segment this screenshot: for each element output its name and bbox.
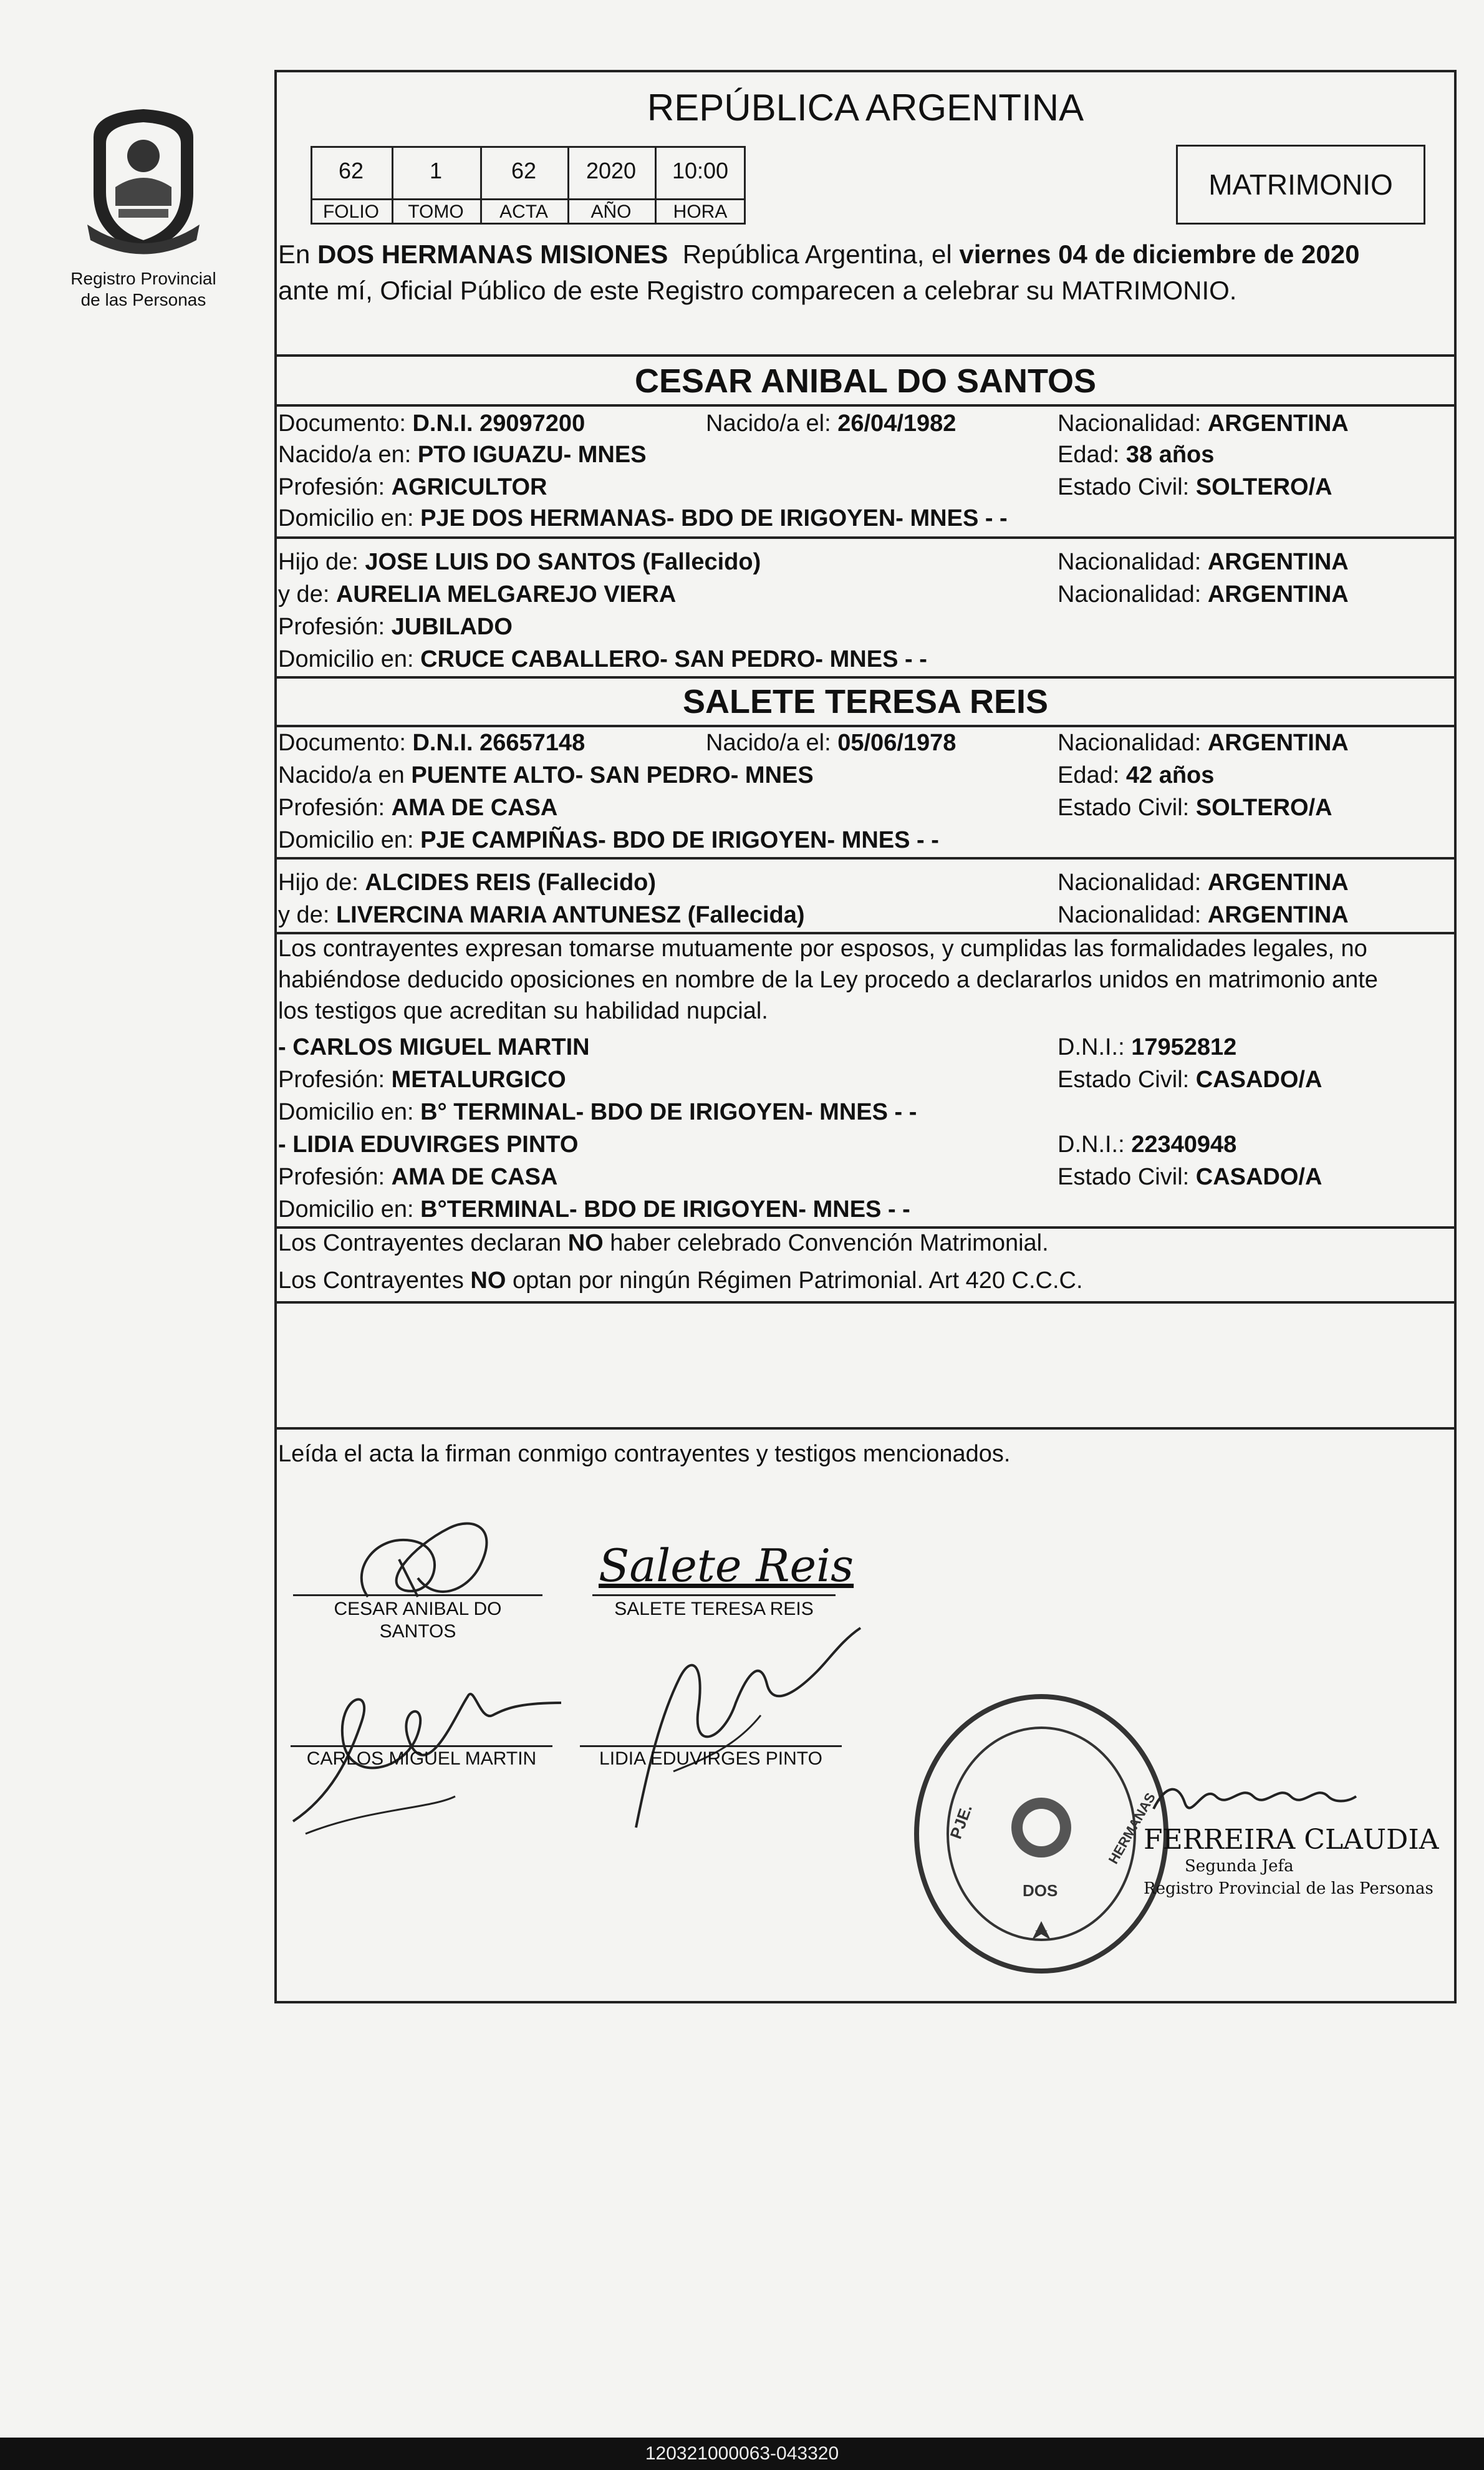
value: ARGENTINA	[1207, 581, 1349, 608]
spouse1-name: CESAR ANIBAL DO SANTOS	[634, 362, 1097, 400]
official-role: Segunda Jefa	[1185, 1857, 1294, 1876]
spouse1-father	[278, 548, 761, 576]
label: Estado Civil:	[1058, 474, 1196, 500]
spouse1-age	[1058, 440, 1214, 469]
label: Nacido/a el:	[706, 730, 838, 756]
value: ARGENTINA	[1207, 549, 1349, 575]
spouse2-doc	[278, 729, 585, 757]
value: - LIDIA EDUVIRGES PINTO	[278, 1131, 579, 1158]
spouse1-dom	[278, 504, 1008, 533]
registry-cell-acta-label: ACTA	[499, 201, 548, 222]
value: LIVERCINA MARIA ANTUNESZ (Fallecida)	[335, 902, 805, 928]
value: PJE CAMPIÑAS- BDO DE IRIGOYEN- MNES - -	[420, 827, 939, 853]
spouse1-father-nat	[1058, 548, 1349, 576]
registry-cell-separator	[480, 146, 482, 225]
value: AURELIA MELGAREJO VIERA	[335, 581, 677, 608]
spouse1-parents-dom	[278, 645, 927, 674]
registry-cell-separator	[392, 146, 393, 225]
registry-cell-tomo-value: 1	[429, 158, 443, 183]
intro-mid: República Argentina, el	[668, 240, 960, 269]
witness1-dni	[1058, 1033, 1236, 1062]
value: JUBILADO	[391, 614, 513, 640]
label: Domicilio en:	[278, 1099, 421, 1125]
label: Hijo de:	[278, 869, 365, 896]
registry-cell-año-value: 2020	[585, 158, 637, 183]
regime-line-2	[278, 1266, 1083, 1295]
official-office: Registro Provincial de las Personas	[1144, 1879, 1433, 1898]
witness2-dom	[278, 1195, 910, 1224]
text: Los Contrayentes	[278, 1267, 471, 1294]
label: Domicilio en:	[278, 827, 421, 853]
registry-cells-divider	[311, 198, 746, 200]
spouse1-place	[278, 440, 647, 469]
signature-line	[592, 1594, 836, 1596]
label: Profesión:	[278, 795, 392, 821]
label: Profesión:	[278, 474, 392, 500]
spouse1-born	[706, 409, 956, 438]
label: Estado Civil:	[1058, 795, 1196, 821]
value: CASADO/A	[1195, 1164, 1323, 1190]
emphasis: NO	[567, 1230, 604, 1256]
registry-cell-separator	[655, 146, 657, 225]
spouse1-mother	[278, 580, 676, 609]
signature-official	[1147, 1771, 1359, 1828]
closing-text: Leída el acta la firman conmigo contrayentes y testigos mencionados.	[278, 1441, 1011, 1467]
spouse2-father	[278, 868, 656, 897]
intro-place: DOS HERMANAS MISIONES	[317, 240, 668, 269]
spouse2-father-nat	[1058, 868, 1349, 897]
label: Hijo de:	[278, 549, 365, 575]
value: ARGENTINA	[1207, 730, 1349, 756]
value: ARGENTINA	[1207, 902, 1349, 928]
text: Los Contrayentes declaran	[278, 1230, 568, 1256]
value: 05/06/1978	[837, 730, 956, 756]
svg-text:DOS: DOS	[1023, 1881, 1058, 1900]
value: AMA DE CASA	[391, 795, 558, 821]
value: 26/04/1982	[837, 410, 956, 437]
registry-cell-acta-value: 62	[511, 158, 537, 183]
registry-cell-hora-label: HORA	[673, 201, 728, 222]
spouse2-born	[706, 729, 956, 757]
spouse2-place	[278, 761, 814, 790]
registry-cell-separator	[567, 146, 569, 225]
divider	[274, 725, 1457, 727]
label: D.N.I.:	[1058, 1131, 1132, 1158]
value: - CARLOS MIGUEL MARTIN	[278, 1034, 590, 1060]
footer-code: 120321000063-043320	[0, 2438, 1484, 2470]
registry-stamp-icon	[910, 1690, 1172, 1977]
label: Profesión:	[278, 614, 392, 640]
value: JOSE LUIS DO SANTOS (Fallecido)	[365, 549, 761, 575]
witness1-dom	[278, 1098, 917, 1126]
official-name: FERREIRA CLAUDIA	[1144, 1824, 1439, 1856]
value: PJE DOS HERMANAS- BDO DE IRIGOYEN- MNES - -	[420, 505, 1008, 531]
signature-lidia	[611, 1615, 873, 1840]
label: Nacionalidad:	[1058, 549, 1208, 575]
logo-caption	[44, 268, 243, 311]
label: Nacionalidad:	[1058, 410, 1208, 437]
doc-type-box: MATRIMONIO	[1176, 145, 1425, 225]
value: PUENTE ALTO- SAN PEDRO- MNES	[411, 762, 814, 788]
intro-line-2: ante mí, Oficial Público de este Registro comparecen a celebrar su MATRIMONIO.	[278, 276, 1237, 305]
witness1-prof	[278, 1065, 566, 1094]
label: Domicilio en:	[278, 505, 421, 531]
value: 17952812	[1131, 1034, 1237, 1060]
text: optan por ningún Régimen Patrimonial. Art 420 C.C.C.	[506, 1267, 1083, 1294]
value: B°TERMINAL- BDO DE IRIGOYEN- MNES - -	[420, 1196, 910, 1223]
witness1-civil	[1058, 1065, 1322, 1094]
logo-caption-line-2: de las Personas	[80, 290, 206, 309]
value: CRUCE CABALLERO- SAN PEDRO- MNES - -	[420, 646, 927, 672]
signature-label-carlos: CARLOS MIGUEL MARTIN	[306, 1748, 537, 1769]
value: SOLTERO/A	[1195, 795, 1332, 821]
witness2-prof	[278, 1163, 557, 1191]
spouse2-nat	[1058, 729, 1349, 757]
spouse2-age	[1058, 761, 1214, 790]
spouse1-nat	[1058, 409, 1349, 438]
divider	[274, 536, 1457, 539]
divider	[274, 404, 1457, 407]
label: Domicilio en:	[278, 646, 421, 672]
value: D.N.I. 26657148	[412, 730, 585, 756]
declaration-line-3: los testigos que acreditan su habilidad nupcial.	[278, 998, 768, 1024]
signature-line	[580, 1745, 842, 1747]
label: Nacido/a el:	[706, 410, 838, 437]
registry-cell-tomo-label: TOMO	[408, 201, 464, 222]
label: D.N.I.:	[1058, 1034, 1132, 1060]
witness1-name	[278, 1033, 590, 1062]
signature-label-salete: SALETE TERESA REIS	[614, 1599, 814, 1619]
spouse2-dom	[278, 826, 939, 855]
declaration-line-1: Los contrayentes expresan tomarse mutuamente por esposos, y cumplidas las formalidades legales, no	[278, 936, 1367, 962]
text: haber celebrado Convención Matrimonial.	[603, 1230, 1049, 1256]
spouse2-name: SALETE TERESA REIS	[682, 683, 1049, 720]
value: ALCIDES REIS (Fallecido)	[365, 869, 657, 896]
value: CASADO/A	[1195, 1067, 1323, 1093]
misiones-seal-icon	[69, 100, 218, 262]
divider	[274, 354, 1457, 357]
spouse1-civil	[1058, 473, 1332, 501]
label: Documento:	[278, 410, 413, 437]
label: Domicilio en:	[278, 1196, 421, 1223]
value: 38 años	[1125, 442, 1215, 468]
label: Documento:	[278, 730, 413, 756]
signature-label-lidia: LIDIA EDUVIRGES PINTO	[599, 1748, 822, 1769]
intro-en: En	[278, 240, 318, 269]
value: AMA DE CASA	[391, 1164, 558, 1190]
label: Estado Civil:	[1058, 1164, 1196, 1190]
registry-cell-hora-value: 10:00	[672, 158, 729, 183]
spouse2-civil	[1058, 793, 1332, 822]
intro-date: viernes 04 de diciembre de 2020	[959, 240, 1360, 269]
svg-text:PJE.: PJE.	[946, 1801, 976, 1842]
witness2-civil	[1058, 1163, 1322, 1191]
signature-line	[293, 1594, 542, 1596]
label: Estado Civil:	[1058, 1067, 1196, 1093]
label: Nacionalidad:	[1058, 869, 1208, 896]
signature-salete: Salete Reis	[599, 1539, 854, 1592]
label: Nacionalidad:	[1058, 902, 1208, 928]
label: Nacido/a en	[278, 762, 412, 788]
label: Profesión:	[278, 1164, 392, 1190]
spouse2-mother	[278, 901, 805, 929]
spouse1-parents-prof	[278, 613, 513, 641]
label: Nacido/a en:	[278, 442, 418, 468]
divider	[274, 676, 1457, 679]
page-title: REPÚBLICA ARGENTINA	[647, 87, 1084, 128]
spouse1-doc	[278, 409, 585, 438]
label: CESAR ANIBAL DO	[334, 1599, 502, 1619]
spouse2-mother-nat	[1058, 901, 1349, 929]
regime-line-1	[278, 1229, 1049, 1257]
value: AGRICULTOR	[391, 474, 547, 500]
spouse1-prof	[278, 473, 547, 501]
spouse1-mother-nat	[1058, 580, 1349, 609]
emphasis: NO	[470, 1267, 506, 1294]
divider	[274, 1301, 1457, 1304]
witness2-name	[278, 1130, 578, 1159]
label: Nacionalidad:	[1058, 730, 1208, 756]
divider	[274, 857, 1457, 860]
value: 22340948	[1131, 1131, 1237, 1158]
value: B° TERMINAL- BDO DE IRIGOYEN- MNES - -	[420, 1099, 917, 1125]
value: D.N.I. 29097200	[412, 410, 585, 437]
registry-cell-año-label: AÑO	[590, 201, 632, 222]
label: Nacionalidad:	[1058, 581, 1208, 608]
divider	[274, 1427, 1457, 1430]
svg-text:HERMANAS: HERMANAS	[1105, 1790, 1159, 1867]
logo-caption-line-1: Registro Provincial	[70, 269, 216, 288]
value: SOLTERO/A	[1195, 474, 1332, 500]
label: SANTOS	[379, 1621, 456, 1642]
label: Edad:	[1058, 762, 1126, 788]
label: Profesión:	[278, 1067, 392, 1093]
label: Edad:	[1058, 442, 1126, 468]
province-logo	[69, 100, 218, 262]
value: 42 años	[1125, 762, 1215, 788]
signature-line	[291, 1745, 552, 1747]
value: ARGENTINA	[1207, 869, 1349, 896]
label: y de:	[278, 902, 336, 928]
value: ARGENTINA	[1207, 410, 1349, 437]
intro-line-1	[278, 238, 1359, 271]
value: PTO IGUAZU- MNES	[417, 442, 647, 468]
label: y de:	[278, 581, 336, 608]
witness2-dni	[1058, 1130, 1236, 1159]
registry-cell-folio-value: 62	[338, 158, 364, 183]
registry-cell-folio-label: FOLIO	[322, 201, 379, 222]
declaration-line-2: habiéndose deducido oposiciones en nombre de la Ley procedo a declararlos unidos en matrimonio ante	[278, 967, 1378, 993]
spouse2-prof	[278, 793, 557, 822]
signature-label-cesar	[293, 1598, 542, 1643]
value: METALURGICO	[391, 1067, 566, 1093]
